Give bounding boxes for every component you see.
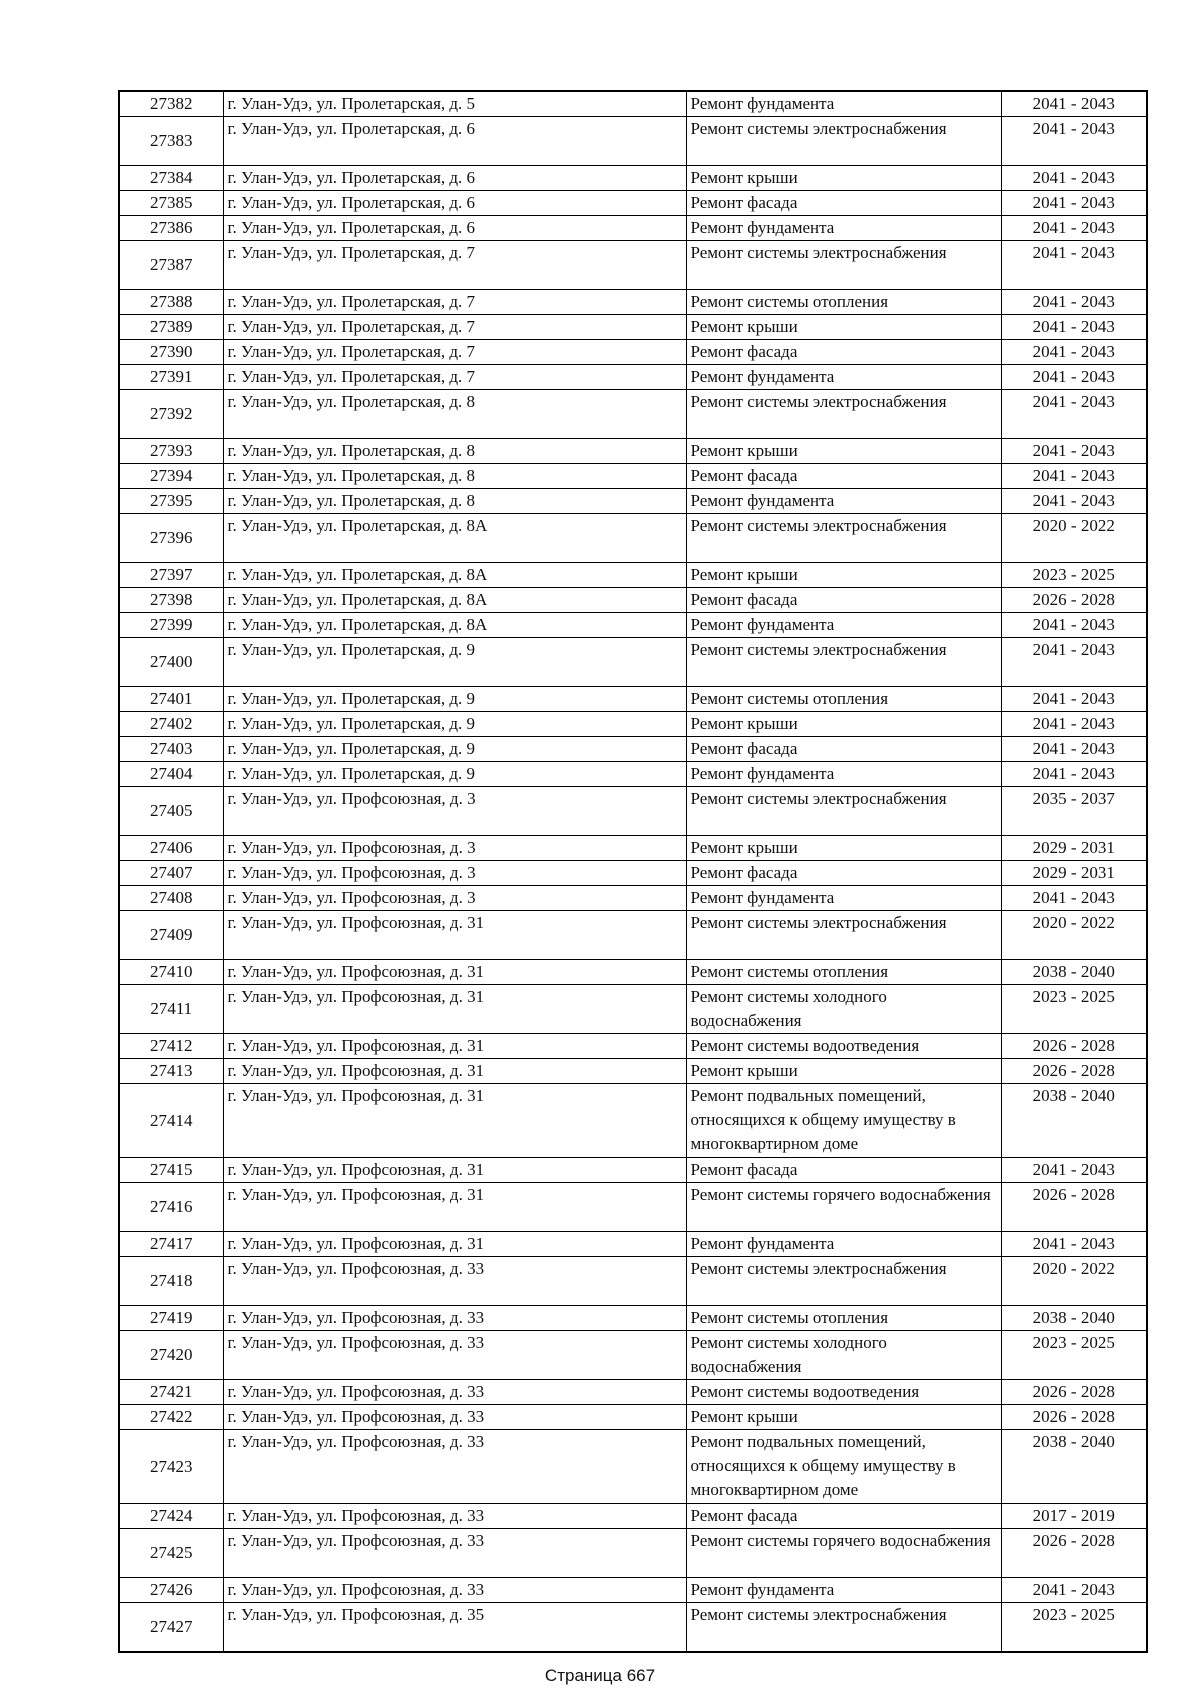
work-type-cell: Ремонт системы отопления [686, 960, 1001, 985]
address-cell: г. Улан-Удэ, ул. Профсоюзная, д. 31 [223, 1034, 686, 1059]
work-type-cell: Ремонт системы отопления [686, 687, 1001, 712]
table-row [119, 489, 1147, 514]
work-type-cell: Ремонт фасада [686, 1158, 1001, 1183]
work-type-cell: Ремонт крыши [686, 1059, 1001, 1084]
row-number-cell: 27383 [119, 117, 223, 166]
address-cell: г. Улан-Удэ, ул. Пролетарская, д. 8 [223, 439, 686, 464]
period-cell: 2035 - 2037 [1001, 787, 1147, 836]
work-type-cell: Ремонт системы электроснабжения [686, 1257, 1001, 1306]
row-number-cell: 27414 [119, 1084, 223, 1158]
work-type-cell: Ремонт фасада [686, 191, 1001, 216]
table-row [119, 1504, 1147, 1529]
address-cell: г. Улан-Удэ, ул. Пролетарская, д. 9 [223, 712, 686, 737]
period-cell: 2041 - 2043 [1001, 489, 1147, 514]
address-cell: г. Улан-Удэ, ул. Профсоюзная, д. 31 [223, 985, 686, 1034]
period-cell: 2041 - 2043 [1001, 191, 1147, 216]
work-type-cell: Ремонт системы отопления [686, 1306, 1001, 1331]
work-type-cell: Ремонт фасада [686, 340, 1001, 365]
period-cell: 2041 - 2043 [1001, 340, 1147, 365]
table-row [119, 514, 1147, 563]
address-cell: г. Улан-Удэ, ул. Профсоюзная, д. 33 [223, 1380, 686, 1405]
row-number-cell: 27390 [119, 340, 223, 365]
row-number-cell: 27393 [119, 439, 223, 464]
address-cell: г. Улан-Удэ, ул. Профсоюзная, д. 31 [223, 1059, 686, 1084]
work-type-cell: Ремонт крыши [686, 836, 1001, 861]
address-cell: г. Улан-Удэ, ул. Профсоюзная, д. 33 [223, 1504, 686, 1529]
work-type-cell: Ремонт фасада [686, 1504, 1001, 1529]
row-number-cell: 27408 [119, 886, 223, 911]
row-number-cell: 27418 [119, 1257, 223, 1306]
work-type-cell: Ремонт фундамента [686, 886, 1001, 911]
work-type-cell: Ремонт системы холодного водоснабжения [686, 1331, 1001, 1380]
address-cell: г. Улан-Удэ, ул. Пролетарская, д. 8 [223, 489, 686, 514]
table-row [119, 1257, 1147, 1306]
row-number-cell: 27386 [119, 216, 223, 241]
period-cell: 2041 - 2043 [1001, 1232, 1147, 1257]
page-number: Страница 667 [544, 1666, 656, 1685]
work-type-cell: Ремонт фундамента [686, 1232, 1001, 1257]
address-cell: г. Улан-Удэ, ул. Пролетарская, д. 9 [223, 687, 686, 712]
work-type-cell: Ремонт крыши [686, 1405, 1001, 1430]
row-number-cell: 27382 [119, 91, 223, 117]
row-number-cell: 27426 [119, 1578, 223, 1603]
work-type-cell: Ремонт системы водоотведения [686, 1380, 1001, 1405]
table-row [119, 191, 1147, 216]
address-cell: г. Улан-Удэ, ул. Профсоюзная, д. 33 [223, 1257, 686, 1306]
table-row [119, 861, 1147, 886]
work-type-cell: Ремонт системы электроснабжения [686, 911, 1001, 960]
row-number-cell: 27409 [119, 911, 223, 960]
work-type-cell: Ремонт подвальных помещений, относящихся к общему имуществу в многоквартирном доме [686, 1430, 1001, 1504]
table-row [119, 1306, 1147, 1331]
period-cell: 2041 - 2043 [1001, 737, 1147, 762]
period-cell: 2017 - 2019 [1001, 1504, 1147, 1529]
address-cell: г. Улан-Удэ, ул. Пролетарская, д. 6 [223, 216, 686, 241]
table-row [119, 613, 1147, 638]
address-cell: г. Улан-Удэ, ул. Профсоюзная, д. 31 [223, 1183, 686, 1232]
address-cell: г. Улан-Удэ, ул. Профсоюзная, д. 33 [223, 1529, 686, 1578]
table-row [119, 390, 1147, 439]
table-row [119, 1529, 1147, 1578]
table-row [119, 216, 1147, 241]
address-cell: г. Улан-Удэ, ул. Пролетарская, д. 7 [223, 365, 686, 390]
row-number-cell: 27385 [119, 191, 223, 216]
address-cell: г. Улан-Удэ, ул. Пролетарская, д. 8А [223, 563, 686, 588]
period-cell: 2026 - 2028 [1001, 1034, 1147, 1059]
address-cell: г. Улан-Удэ, ул. Профсоюзная, д. 33 [223, 1578, 686, 1603]
address-cell: г. Улан-Удэ, ул. Пролетарская, д. 8 [223, 464, 686, 489]
work-type-cell: Ремонт системы горячего водоснабжения [686, 1529, 1001, 1578]
row-number-cell: 27394 [119, 464, 223, 489]
period-cell: 2041 - 2043 [1001, 712, 1147, 737]
row-number-cell: 27419 [119, 1306, 223, 1331]
row-number-cell: 27392 [119, 390, 223, 439]
table-row [119, 1331, 1147, 1380]
period-cell: 2026 - 2028 [1001, 1183, 1147, 1232]
table-row [119, 588, 1147, 613]
period-cell: 2041 - 2043 [1001, 613, 1147, 638]
address-cell: г. Улан-Удэ, ул. Профсоюзная, д. 35 [223, 1603, 686, 1652]
row-number-cell: 27397 [119, 563, 223, 588]
work-type-cell: Ремонт системы холодного водоснабжения [686, 985, 1001, 1034]
row-number-cell: 27424 [119, 1504, 223, 1529]
address-cell: г. Улан-Удэ, ул. Пролетарская, д. 6 [223, 191, 686, 216]
period-cell: 2026 - 2028 [1001, 588, 1147, 613]
work-type-cell: Ремонт системы электроснабжения [686, 241, 1001, 290]
row-number-cell: 27405 [119, 787, 223, 836]
table-row [119, 960, 1147, 985]
address-cell: г. Улан-Удэ, ул. Пролетарская, д. 8А [223, 613, 686, 638]
period-cell: 2023 - 2025 [1001, 985, 1147, 1034]
period-cell: 2041 - 2043 [1001, 216, 1147, 241]
row-number-cell: 27400 [119, 638, 223, 687]
work-type-cell: Ремонт фундамента [686, 1578, 1001, 1603]
table-row [119, 1232, 1147, 1257]
table-row [119, 1183, 1147, 1232]
table-row [119, 340, 1147, 365]
row-number-cell: 27413 [119, 1059, 223, 1084]
period-cell: 2038 - 2040 [1001, 1084, 1147, 1158]
table-row [119, 1380, 1147, 1405]
address-cell: г. Улан-Удэ, ул. Пролетарская, д. 8А [223, 588, 686, 613]
table-row [119, 985, 1147, 1034]
address-cell: г. Улан-Удэ, ул. Профсоюзная, д. 3 [223, 836, 686, 861]
period-cell: 2041 - 2043 [1001, 762, 1147, 787]
row-number-cell: 27389 [119, 315, 223, 340]
row-number-cell: 27420 [119, 1331, 223, 1380]
period-cell: 2029 - 2031 [1001, 861, 1147, 886]
address-cell: г. Улан-Удэ, ул. Профсоюзная, д. 3 [223, 886, 686, 911]
address-cell: г. Улан-Удэ, ул. Профсоюзная, д. 31 [223, 1232, 686, 1257]
row-number-cell: 27399 [119, 613, 223, 638]
row-number-cell: 27407 [119, 861, 223, 886]
period-cell: 2038 - 2040 [1001, 960, 1147, 985]
period-cell: 2029 - 2031 [1001, 836, 1147, 861]
period-cell: 2023 - 2025 [1001, 1603, 1147, 1652]
period-cell: 2041 - 2043 [1001, 166, 1147, 191]
table-row [119, 241, 1147, 290]
period-cell: 2023 - 2025 [1001, 1331, 1147, 1380]
work-type-cell: Ремонт фасада [686, 464, 1001, 489]
work-type-cell: Ремонт фундамента [686, 489, 1001, 514]
table-row [119, 1158, 1147, 1183]
period-cell: 2041 - 2043 [1001, 91, 1147, 117]
period-cell: 2026 - 2028 [1001, 1529, 1147, 1578]
table-row [119, 787, 1147, 836]
row-number-cell: 27417 [119, 1232, 223, 1257]
table-row [119, 1603, 1147, 1652]
table-row [119, 687, 1147, 712]
work-type-cell: Ремонт фундамента [686, 613, 1001, 638]
address-cell: г. Улан-Удэ, ул. Пролетарская, д. 8 [223, 390, 686, 439]
period-cell: 2041 - 2043 [1001, 290, 1147, 315]
table-row [119, 315, 1147, 340]
table-row [119, 638, 1147, 687]
period-cell: 2041 - 2043 [1001, 439, 1147, 464]
table-row [119, 1405, 1147, 1430]
work-type-cell: Ремонт системы отопления [686, 290, 1001, 315]
work-type-cell: Ремонт фундамента [686, 762, 1001, 787]
period-cell: 2026 - 2028 [1001, 1059, 1147, 1084]
work-type-cell: Ремонт системы электроснабжения [686, 787, 1001, 836]
period-cell: 2041 - 2043 [1001, 117, 1147, 166]
work-type-cell: Ремонт системы водоотведения [686, 1034, 1001, 1059]
period-cell: 2041 - 2043 [1001, 687, 1147, 712]
work-type-cell: Ремонт фундамента [686, 91, 1001, 117]
period-cell: 2041 - 2043 [1001, 1158, 1147, 1183]
address-cell: г. Улан-Удэ, ул. Профсоюзная, д. 33 [223, 1405, 686, 1430]
work-type-cell: Ремонт системы электроснабжения [686, 117, 1001, 166]
address-cell: г. Улан-Удэ, ул. Пролетарская, д. 6 [223, 166, 686, 191]
table-row [119, 886, 1147, 911]
period-cell: 2041 - 2043 [1001, 241, 1147, 290]
period-cell: 2041 - 2043 [1001, 464, 1147, 489]
period-cell: 2038 - 2040 [1001, 1430, 1147, 1504]
row-number-cell: 27388 [119, 290, 223, 315]
period-cell: 2041 - 2043 [1001, 1578, 1147, 1603]
period-cell: 2041 - 2043 [1001, 315, 1147, 340]
work-type-cell: Ремонт крыши [686, 563, 1001, 588]
period-cell: 2041 - 2043 [1001, 638, 1147, 687]
row-number-cell: 27387 [119, 241, 223, 290]
address-cell: г. Улан-Удэ, ул. Профсоюзная, д. 3 [223, 787, 686, 836]
address-cell: г. Улан-Удэ, ул. Профсоюзная, д. 31 [223, 1158, 686, 1183]
row-number-cell: 27396 [119, 514, 223, 563]
row-number-cell: 27391 [119, 365, 223, 390]
work-type-cell: Ремонт фасада [686, 861, 1001, 886]
repair-schedule-table [118, 90, 1148, 1653]
table-row [119, 166, 1147, 191]
work-type-cell: Ремонт фасада [686, 588, 1001, 613]
table-row [119, 439, 1147, 464]
address-cell: г. Улан-Удэ, ул. Профсоюзная, д. 31 [223, 911, 686, 960]
table-row [119, 1430, 1147, 1504]
period-cell: 2023 - 2025 [1001, 563, 1147, 588]
row-number-cell: 27411 [119, 985, 223, 1034]
period-cell: 2026 - 2028 [1001, 1405, 1147, 1430]
table-row [119, 117, 1147, 166]
work-type-cell: Ремонт системы электроснабжения [686, 514, 1001, 563]
period-cell: 2020 - 2022 [1001, 911, 1147, 960]
address-cell: г. Улан-Удэ, ул. Пролетарская, д. 9 [223, 737, 686, 762]
work-type-cell: Ремонт системы электроснабжения [686, 390, 1001, 439]
address-cell: г. Улан-Удэ, ул. Профсоюзная, д. 33 [223, 1331, 686, 1380]
row-number-cell: 27416 [119, 1183, 223, 1232]
address-cell: г. Улан-Удэ, ул. Пролетарская, д. 6 [223, 117, 686, 166]
row-number-cell: 27401 [119, 687, 223, 712]
work-type-cell: Ремонт крыши [686, 439, 1001, 464]
row-number-cell: 27425 [119, 1529, 223, 1578]
table-row [119, 563, 1147, 588]
table-row [119, 836, 1147, 861]
row-number-cell: 27427 [119, 1603, 223, 1652]
table-row [119, 762, 1147, 787]
table-row [119, 737, 1147, 762]
work-type-cell: Ремонт системы электроснабжения [686, 638, 1001, 687]
work-type-cell: Ремонт системы горячего водоснабжения [686, 1183, 1001, 1232]
row-number-cell: 27415 [119, 1158, 223, 1183]
period-cell: 2041 - 2043 [1001, 886, 1147, 911]
work-type-cell: Ремонт крыши [686, 712, 1001, 737]
period-cell: 2041 - 2043 [1001, 365, 1147, 390]
row-number-cell: 27403 [119, 737, 223, 762]
work-type-cell: Ремонт фасада [686, 737, 1001, 762]
table-row [119, 1059, 1147, 1084]
row-number-cell: 27422 [119, 1405, 223, 1430]
period-cell: 2038 - 2040 [1001, 1306, 1147, 1331]
work-type-cell: Ремонт фундамента [686, 365, 1001, 390]
address-cell: г. Улан-Удэ, ул. Пролетарская, д. 8А [223, 514, 686, 563]
row-number-cell: 27395 [119, 489, 223, 514]
address-cell: г. Улан-Удэ, ул. Пролетарская, д. 7 [223, 290, 686, 315]
address-cell: г. Улан-Удэ, ул. Пролетарская, д. 7 [223, 241, 686, 290]
address-cell: г. Улан-Удэ, ул. Пролетарская, д. 7 [223, 340, 686, 365]
table-row [119, 290, 1147, 315]
period-cell: 2020 - 2022 [1001, 514, 1147, 563]
work-type-cell: Ремонт фундамента [686, 216, 1001, 241]
period-cell: 2041 - 2043 [1001, 390, 1147, 439]
row-number-cell: 27412 [119, 1034, 223, 1059]
row-number-cell: 27404 [119, 762, 223, 787]
table-row [119, 91, 1147, 117]
table-row [119, 712, 1147, 737]
address-cell: г. Улан-Удэ, ул. Профсоюзная, д. 31 [223, 960, 686, 985]
row-number-cell: 27398 [119, 588, 223, 613]
table-row [119, 1578, 1147, 1603]
work-type-cell: Ремонт системы электроснабжения [686, 1603, 1001, 1652]
period-cell: 2026 - 2028 [1001, 1380, 1147, 1405]
address-cell: г. Улан-Удэ, ул. Профсоюзная, д. 33 [223, 1306, 686, 1331]
address-cell: г. Улан-Удэ, ул. Пролетарская, д. 9 [223, 762, 686, 787]
address-cell: г. Улан-Удэ, ул. Пролетарская, д. 5 [223, 91, 686, 117]
row-number-cell: 27410 [119, 960, 223, 985]
period-cell: 2020 - 2022 [1001, 1257, 1147, 1306]
work-type-cell: Ремонт подвальных помещений, относящихся к общему имуществу в многоквартирном доме [686, 1084, 1001, 1158]
address-cell: г. Улан-Удэ, ул. Пролетарская, д. 9 [223, 638, 686, 687]
table-row [119, 911, 1147, 960]
address-cell: г. Улан-Удэ, ул. Профсоюзная, д. 31 [223, 1084, 686, 1158]
row-number-cell: 27421 [119, 1380, 223, 1405]
table-row [119, 1034, 1147, 1059]
address-cell: г. Улан-Удэ, ул. Профсоюзная, д. 33 [223, 1430, 686, 1504]
table-row [119, 365, 1147, 390]
table-body [119, 91, 1147, 1652]
table-row [119, 1084, 1147, 1158]
table-row [119, 464, 1147, 489]
work-type-cell: Ремонт крыши [686, 166, 1001, 191]
row-number-cell: 27384 [119, 166, 223, 191]
address-cell: г. Улан-Удэ, ул. Пролетарская, д. 7 [223, 315, 686, 340]
work-type-cell: Ремонт крыши [686, 315, 1001, 340]
row-number-cell: 27423 [119, 1430, 223, 1504]
row-number-cell: 27402 [119, 712, 223, 737]
address-cell: г. Улан-Удэ, ул. Профсоюзная, д. 3 [223, 861, 686, 886]
row-number-cell: 27406 [119, 836, 223, 861]
